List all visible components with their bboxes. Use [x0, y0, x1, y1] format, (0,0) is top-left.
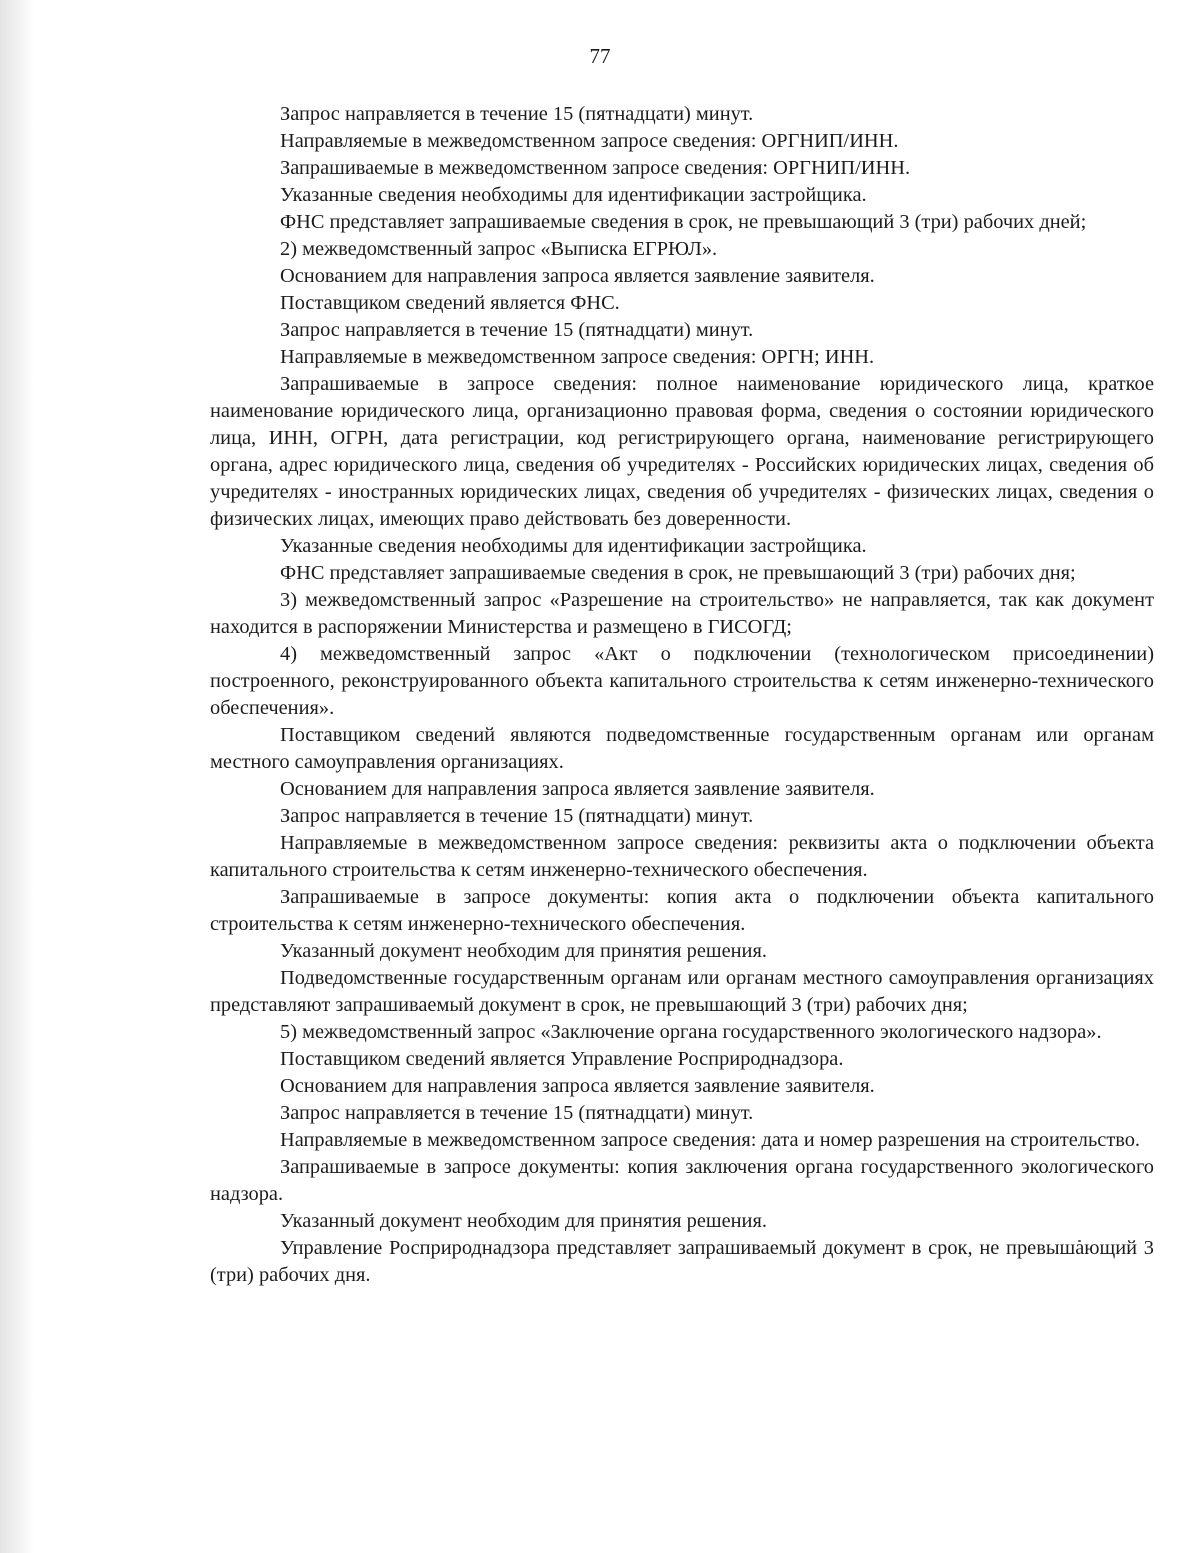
paragraph: Запрашиваемые в запросе документы: копия заключения органа государственного экологического надзора.: [210, 1156, 1154, 1205]
paragraph: Направляемые в межведомственном запросе сведения: реквизиты акта о подключении объекта капитального строительства к сетям инженерно-технического обеспечения.: [210, 832, 1154, 881]
paragraph: Указанный документ необходим для принятия решения.: [280, 940, 767, 962]
paragraph: 3) межведомственный запрос «Разрешение на строительство» не направляется, так как документ находится в распоряжении Министерства и размещено в ГИСОГД;: [210, 589, 1154, 638]
paragraph: 2) межведомственный запрос «Выписка ЕГРЮЛ».: [280, 238, 718, 260]
paragraph: Поставщиком сведений является Управление Росприроднадзора.: [280, 1048, 844, 1070]
paragraph: Запрос направляется в течение 15 (пятнадцати) минут.: [280, 1102, 754, 1124]
paragraph: Запрос направляется в течение 15 (пятнадцати) минут.: [280, 103, 754, 125]
paragraph: 4) межведомственный запрос «Акт о подключении (технологическом присоединении) построенного, реконструированного объекта капитального строительства к сетям инженерно-технического обеспечения».: [210, 643, 1154, 719]
paragraph: Подведомственные государственным органам или органам местного самоуправления организациях представляют запрашиваемый документ в срок, не превышающий 3 (три) рабочих дня;: [210, 967, 1154, 1016]
paragraph: Направляемые в межведомственном запросе сведения: ОРГНИП/ИНН.: [280, 130, 899, 152]
paragraph: Поставщиком сведений является ФНС.: [280, 292, 620, 314]
paragraph: Направляемые в межведомственном запросе сведения: дата и номер разрешения на строительство.: [280, 1129, 1141, 1151]
paragraph: ФНС представляет запрашиваемые сведения в срок, не превышающий 3 (три) рабочих дня;: [280, 562, 1076, 584]
paragraph: Указанный документ необходим для принятия решения.: [280, 1210, 767, 1232]
document-body: [210, 101, 1154, 1289]
paragraph: Управление Росприроднадзора представляет запрашиваемый документ в срок, не превышающий 3 (три) рабочих дня.: [210, 1237, 1154, 1286]
paragraph: Запрашиваемые в межведомственном запросе сведения: ОРГНИП/ИНН.: [280, 157, 911, 179]
paragraph: Запрашиваемые в запросе сведения: полное наименование юридического лица, краткое наименование юридического лица, организационно правовая форма, сведения о состоянии юридического лица, ИНН, ОГРН, дата регистрации, код регистрирующего органа, наименование регистрирующего органа, адрес юридического лица, сведения об учредителях - Российских юридических лицах, сведения об учредителях - иностранных юридических лицах, сведения об учредителях - физических лицах, сведения о физических лицах, имеющих право действовать без доверенности.: [210, 373, 1154, 530]
paragraph: ФНС представляет запрашиваемые сведения в срок, не превышающий 3 (три) рабочих дней;: [280, 211, 1087, 233]
paragraph: Указанные сведения необходимы для идентификации застройщика.: [280, 184, 867, 206]
paragraph: Указанные сведения необходимы для идентификации застройщика.: [280, 535, 867, 557]
paragraph: Направляемые в межведомственном запросе сведения: ОРГН; ИНН.: [280, 346, 875, 368]
paragraph: Основанием для направления запроса является заявление заявителя.: [280, 265, 875, 287]
paragraph: Поставщиком сведений являются подведомственные государственным органам или органам местного самоуправления организациях.: [210, 724, 1154, 773]
paragraph: Запрос направляется в течение 15 (пятнадцати) минут.: [280, 805, 754, 827]
page-number: 77: [589, 44, 611, 68]
paragraph: Основанием для направления запроса является заявление заявителя.: [280, 778, 875, 800]
paragraph: Запрос направляется в течение 15 (пятнадцати) минут.: [280, 319, 754, 341]
paragraph: Запрашиваемые в запросе документы: копия акта о подключении объекта капитального строительства к сетям инженерно-технического обеспечения.: [210, 886, 1154, 935]
scan-edge-shadow: [0, 0, 34, 1553]
paragraph: Основанием для направления запроса является заявление заявителя.: [280, 1075, 875, 1097]
paragraph: 5) межведомственный запрос «Заключение органа государственного экологического надзора».: [280, 1021, 1102, 1043]
